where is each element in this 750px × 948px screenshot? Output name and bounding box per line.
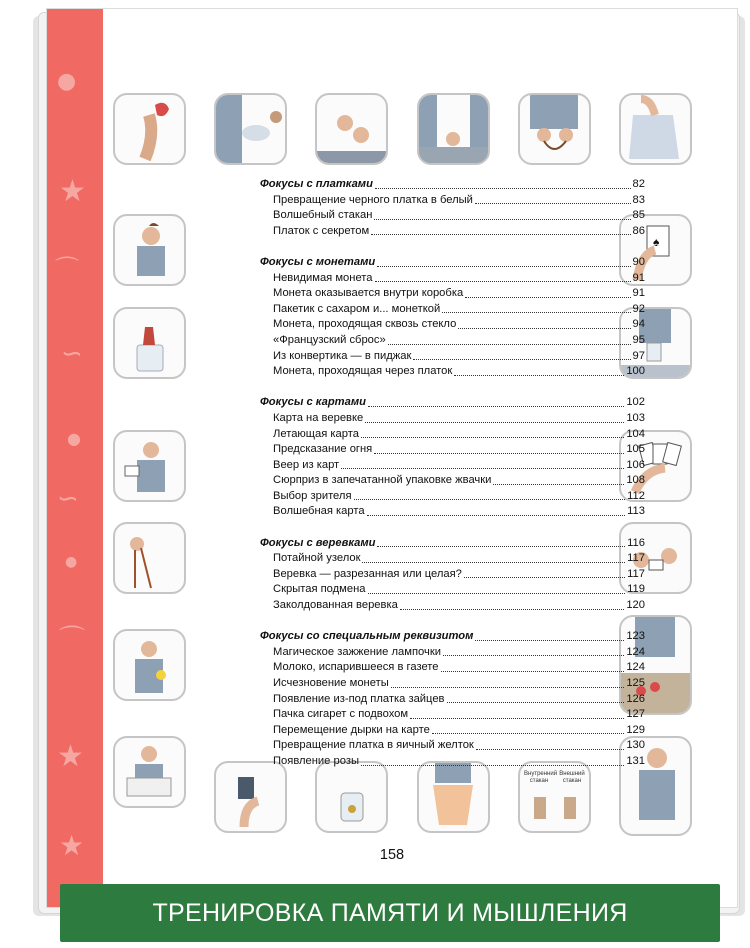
toc-entry[interactable]: Пакетик с сахаром и... монеткой 92 xyxy=(273,302,645,315)
toc-entry[interactable]: Веревка — разрезанная или целая? 117 xyxy=(273,567,645,580)
toc-section[interactable]: Фокусы с картами 102 xyxy=(260,396,645,409)
toc-entry[interactable]: Заколдованная веревка 120 xyxy=(273,599,645,612)
illustration-magician-lightbulb xyxy=(113,629,186,701)
toc-entry[interactable]: Сюрприз в запечатанной упаковке жвачки 108 xyxy=(273,474,645,487)
toc-entry[interactable]: Монета оказывается внутри коробка 91 xyxy=(273,287,645,300)
banner-text: ТРЕНИРОВКА ПАМЯТИ И МЫШЛЕНИЯ xyxy=(152,898,628,927)
toc-entry[interactable]: Перемещение дырки на карте 129 xyxy=(273,723,645,736)
star-decoration: ★ xyxy=(59,829,85,862)
toc-section[interactable]: Фокусы со специальным реквизитом 123 xyxy=(260,630,645,643)
toc-section[interactable]: Фокусы с монетами 90 xyxy=(260,255,645,268)
toc-entry[interactable]: Из конвертика — в пиджак 97 xyxy=(273,349,645,362)
toc-entry[interactable]: Монета, проходящая сквозь стекло 94 xyxy=(273,318,645,331)
toc-entry[interactable]: Предсказание огня 105 xyxy=(273,443,645,456)
swirl-decoration: ∽ xyxy=(61,339,83,369)
illustration-magician-cards xyxy=(113,430,186,502)
toc-entry[interactable]: Скрытая подмена 119 xyxy=(273,583,645,596)
star-decoration: ★ xyxy=(57,739,84,774)
toc-entry[interactable]: Платок с секретом 86 xyxy=(273,224,645,237)
illustration-glass-trick xyxy=(214,93,287,165)
toc-entry[interactable]: Веер из карт 106 xyxy=(273,458,645,471)
toc-entry[interactable]: Исчезновение монеты 125 xyxy=(273,677,645,689)
toc-entry[interactable]: Появление из-под платка зайцев 126 xyxy=(273,692,645,705)
star-decoration: ★ xyxy=(59,174,86,209)
illustration-hand-cloth xyxy=(619,93,692,165)
toc-entry[interactable]: Волшебная карта 113 xyxy=(273,505,645,518)
toc-entry[interactable]: «Французский сброс» 95 xyxy=(273,333,645,346)
book-page xyxy=(46,8,738,908)
toc-entry[interactable]: Превращение платка в яичный желток 130 xyxy=(273,739,645,752)
swirl-decoration: ⌒ xyxy=(55,255,79,283)
illustration-hand-rope xyxy=(113,522,186,594)
svg-text:♠: ♠ xyxy=(653,235,660,249)
toc-entry[interactable]: Волшебный стакан 85 xyxy=(273,209,645,222)
toc-entry[interactable]: Потайной узелок 117 xyxy=(273,552,645,565)
title-banner xyxy=(60,884,720,942)
page-number: 158 xyxy=(379,847,405,863)
toc-entry[interactable]: Невидимая монета 91 xyxy=(273,271,645,284)
circle-decoration: ● xyxy=(57,69,77,94)
illustration-hands-table xyxy=(417,93,490,165)
toc-entry[interactable]: Карта на веревке 103 xyxy=(273,411,645,424)
toc-section[interactable]: Фокусы с платками 82 xyxy=(260,178,645,190)
illustration-hand-phone xyxy=(214,761,287,833)
illustration-magician-scarf xyxy=(417,761,490,833)
illustration-hands-coin xyxy=(315,93,388,165)
illustration-jar-coin xyxy=(315,761,388,833)
outer-cup-label: Внешний стакан xyxy=(559,771,585,784)
illustration-hands-rope xyxy=(518,93,591,165)
toc-section[interactable]: Фокусы с веревками 116 xyxy=(260,536,645,549)
toc-entry[interactable]: Магическое зажжение лампочки 124 xyxy=(273,645,645,658)
illustration-hand-handkerchief xyxy=(113,93,186,165)
illustration-magician-waving xyxy=(113,214,186,286)
toc-entry[interactable]: Летающая карта 104 xyxy=(273,427,645,440)
circle-decoration: ● xyxy=(67,429,81,448)
inner-cup-label: Внутренний стакан xyxy=(524,771,558,784)
toc-entry[interactable]: Выбор зрителя 112 xyxy=(273,489,645,502)
circle-decoration: ● xyxy=(65,554,78,570)
swirl-decoration: ⌒ xyxy=(59,625,86,655)
illustration-bottle-coin xyxy=(113,307,186,379)
swirl-decoration: ∽ xyxy=(57,484,79,514)
decorative-strip xyxy=(47,9,103,907)
toc-entry[interactable]: Появление розы 131 xyxy=(273,754,645,767)
table-of-contents xyxy=(260,177,645,770)
toc-entry[interactable]: Пачка сигарет с подвохом 127 xyxy=(273,708,645,721)
illustration-cups-diagram xyxy=(518,761,591,833)
toc-entry[interactable]: Превращение черного платка в белый 83 xyxy=(273,193,645,206)
toc-entry[interactable]: Монета, проходящая через платок 100 xyxy=(273,365,645,378)
toc-entry[interactable]: Молоко, испарившееся в газете 124 xyxy=(273,661,645,674)
illustration-magician-newspaper xyxy=(113,736,186,808)
